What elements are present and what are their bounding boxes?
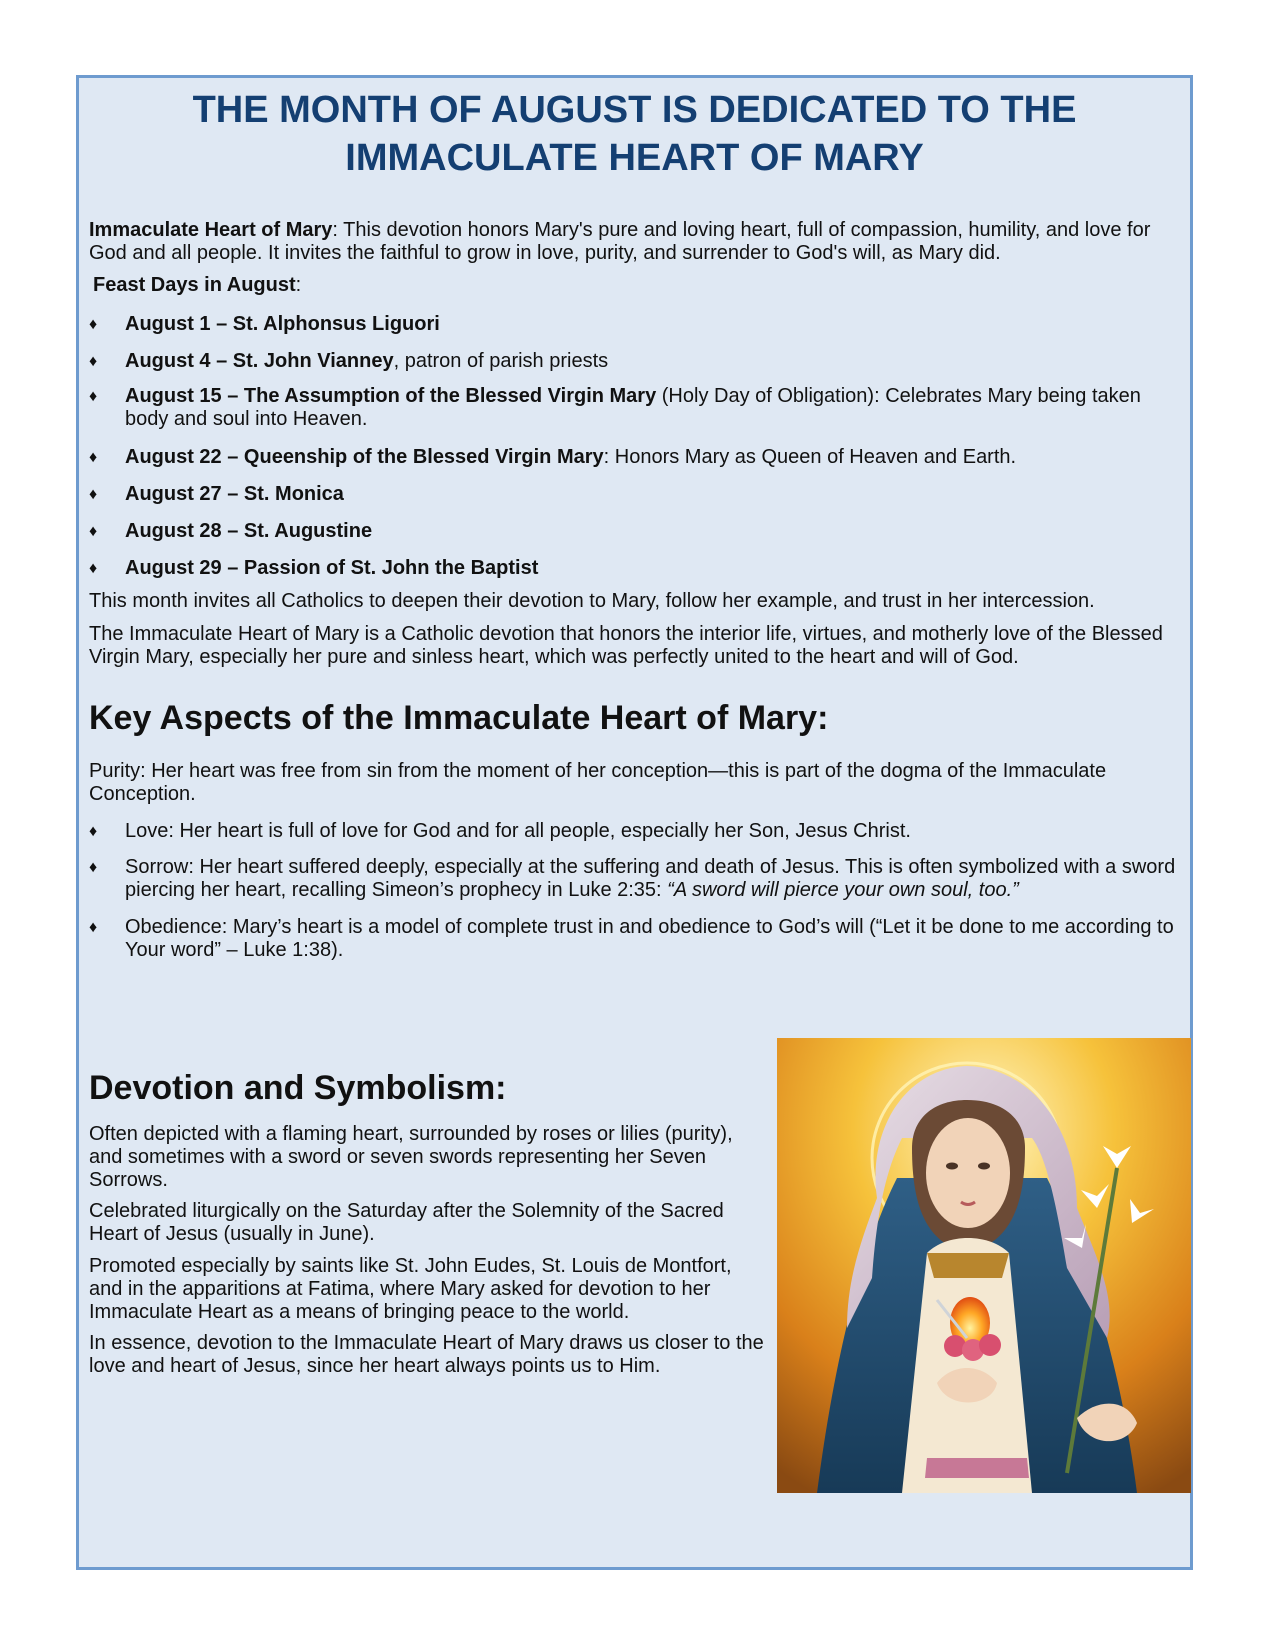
feast-item-title: August 22 – Queenship of the Blessed Virgin Mary (125, 446, 604, 468)
aspect-sorrow (125, 856, 1187, 902)
bullet-icon: ♦ (89, 523, 98, 540)
intro-paragraph (89, 219, 1184, 265)
bullet-icon: ♦ (89, 859, 98, 876)
feast-item-title: August 1 – St. Alphonsus Liguori (125, 313, 440, 335)
feast-item-note: (Holy Day of Obligation): Celebrates Mary being taken body and soul into Heaven. (125, 385, 1141, 430)
symbolism-paragraph-1: Often depicted with a flaming heart, surrounded by roses or lilies (purity), and sometimes with a sword or seven swords representing her Seven Sorrows. (89, 1123, 733, 1191)
month-invite-text: This month invites all Catholics to deepen their devotion to Mary, follow her example, and trust in her intercession. (89, 590, 1095, 612)
title-line-1: THE MONTH OF AUGUST IS DEDICATED TO THE (192, 89, 1077, 131)
feast-item-title: August 27 – St. Monica (125, 483, 344, 505)
aspect-sorrow-quote: “A sword will pierce your own soul, too.” (667, 879, 1019, 901)
bullet-icon: ♦ (89, 486, 98, 503)
bullet-icon: ♦ (89, 919, 98, 936)
page-title (79, 86, 1190, 182)
aspect-obedience: Obedience: Mary’s heart is a model of complete trust in and obedience to God’s will (“Let it be done to me according to Your word” – Luke 1:38). (125, 916, 1174, 961)
key-aspects-heading: Key Aspects of the Immaculate Heart of Mary: (89, 699, 829, 737)
aspect-purity: Purity: Her heart was free from sin from the moment of her conception—this is part of the dogma of the Immaculate Conception. (89, 760, 1107, 805)
feast-item (125, 446, 1187, 469)
devotion-description: The Immaculate Heart of Mary is a Catholic devotion that honors the interior life, virtues, and motherly love of the Blessed Virgin Mary, especially her pure and sinless heart, which was perfectly united to the heart and will of God. (89, 623, 1163, 668)
feast-item-note: : Honors Mary as Queen of Heaven and Earth. (603, 446, 1017, 468)
feast-item (125, 520, 1187, 543)
symbolism-heading: Devotion and Symbolism: (89, 1069, 507, 1107)
bullet-icon: ♦ (89, 316, 98, 333)
title-line-2: IMMACULATE HEART OF MARY (345, 137, 924, 179)
feast-item (125, 483, 1187, 506)
bulletin-panel (76, 75, 1193, 1570)
symbolism-paragraph-4: In essence, devotion to the Immaculate Heart of Mary draws us closer to the love and heart of Jesus, since her heart always points us to Him. (89, 1332, 764, 1377)
feast-days-heading-text: Feast Days in August (93, 274, 296, 296)
feast-item-title: August 29 – Passion of St. John the Baptist (125, 557, 539, 579)
aspect-sorrow-text: Sorrow: Her heart suffered deeply, especially at the suffering and death of Jesus. This is often symbolized with a sword piercing her heart, recalling Simeon’s prophecy in Luke 2:35: (125, 856, 1176, 901)
bullet-icon: ♦ (89, 388, 98, 405)
feast-days-heading-colon: : (295, 274, 302, 296)
feast-item (125, 313, 1187, 336)
intro-text: : This devotion honors Mary's pure and loving heart, full of compassion, humility, and love for God and all people. It invites the faithful to grow in love, purity, and surrender to God's will, as Mary did. (89, 219, 1151, 264)
feast-item-title: August 4 – St. John Vianney (125, 350, 394, 372)
feast-item (125, 557, 1187, 580)
feast-item (125, 350, 1187, 373)
symbolism-paragraph-2: Celebrated liturgically on the Saturday after the Solemnity of the Sacred Heart of Jesus (usually in June). (89, 1200, 724, 1245)
bullet-icon: ♦ (89, 560, 98, 577)
feast-item-title: August 28 – St. Augustine (125, 520, 373, 542)
symbolism-paragraph-3: Promoted especially by saints like St. John Eudes, St. Louis de Montfort, and in the apparitions at Fatima, where Mary asked for devotion to her Immaculate Heart as a means of bringing peace to the world. (89, 1255, 732, 1323)
feast-item (125, 385, 1187, 431)
feast-days-heading (93, 274, 1188, 297)
immaculate-heart-painting (777, 1038, 1191, 1493)
intro-term: Immaculate Heart of Mary (89, 219, 333, 241)
bullet-icon: ♦ (89, 353, 98, 370)
bullet-icon: ♦ (89, 823, 98, 840)
bullet-icon: ♦ (89, 449, 98, 466)
feast-item-note: , patron of parish priests (393, 350, 609, 372)
feast-item-title: August 15 – The Assumption of the Blessed Virgin Mary (125, 385, 657, 407)
aspect-love: Love: Her heart is full of love for God and for all people, especially her Son, Jesus Christ. (125, 820, 911, 842)
